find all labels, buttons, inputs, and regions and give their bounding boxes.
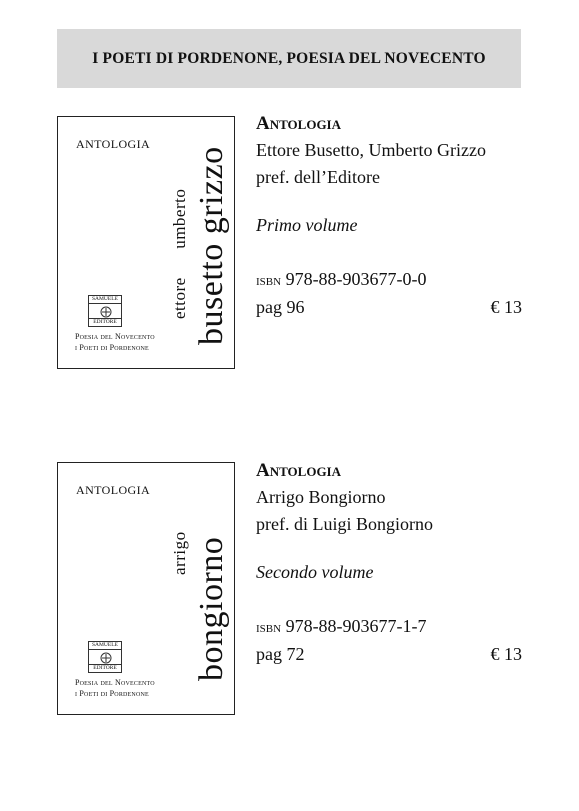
book-volume: Primo volume bbox=[256, 215, 358, 235]
book-pages: pag 96 bbox=[256, 297, 305, 317]
cover-last-names: bongiorno bbox=[193, 536, 230, 681]
logo-bottom-text: EDITORE bbox=[89, 318, 121, 326]
isbn-label: isbn bbox=[256, 619, 282, 636]
isbn-value: 978-88-903677-0-0 bbox=[285, 269, 427, 289]
book-info-1 bbox=[256, 110, 522, 321]
book-volume: Secondo volume bbox=[256, 562, 374, 582]
cover-label: ANTOLOGIA bbox=[76, 483, 151, 497]
header-band bbox=[57, 29, 521, 88]
book-preface: pref. dell’Editore bbox=[256, 167, 380, 187]
cover-series-line-2: i Poeti di Pordenone bbox=[75, 343, 149, 352]
cover-series-line-2: i Poeti di Pordenone bbox=[75, 689, 149, 698]
publisher-logo bbox=[88, 641, 122, 673]
book-pages: pag 72 bbox=[256, 644, 305, 664]
book-price: € 13 bbox=[490, 644, 522, 664]
book-price: € 13 bbox=[490, 297, 522, 317]
cover-last-names: busetto grizzo bbox=[193, 146, 230, 345]
book-isbn-line bbox=[256, 266, 522, 294]
book-cover-1 bbox=[57, 116, 235, 369]
book-cover-2 bbox=[57, 462, 235, 715]
book-authors: Ettore Busetto, Umberto Grizzo bbox=[256, 140, 486, 160]
book-title: Antologia bbox=[256, 460, 341, 481]
book-info-2 bbox=[256, 457, 522, 668]
publisher-emblem-icon bbox=[98, 305, 114, 319]
logo-top-text: SAMUELE bbox=[89, 642, 121, 650]
logo-bottom-text: EDITORE bbox=[89, 664, 121, 672]
cover-series-line-1: Poesia del Novecento bbox=[75, 332, 155, 341]
cover-first-names: ettore umberto bbox=[170, 188, 189, 319]
book-title: Antologia bbox=[256, 113, 341, 134]
cover-first-names: arrigo bbox=[170, 531, 189, 575]
cover-label: ANTOLOGIA bbox=[76, 137, 151, 151]
book-preface: pref. di Luigi Bongiorno bbox=[256, 514, 433, 534]
book-pages-price-row bbox=[256, 294, 522, 321]
publisher-logo bbox=[88, 295, 122, 327]
isbn-value: 978-88-903677-1-7 bbox=[285, 616, 427, 636]
book-authors: Arrigo Bongiorno bbox=[256, 487, 386, 507]
cover-series-line-1: Poesia del Novecento bbox=[75, 678, 155, 687]
page-title: I POETI DI PORDENONE, POESIA DEL NOVECENTO bbox=[92, 49, 486, 67]
isbn-label: isbn bbox=[256, 272, 282, 289]
publisher-emblem-icon bbox=[98, 651, 114, 665]
book-isbn-line bbox=[256, 613, 522, 641]
logo-top-text: SAMUELE bbox=[89, 296, 121, 304]
book-pages-price-row bbox=[256, 641, 522, 668]
